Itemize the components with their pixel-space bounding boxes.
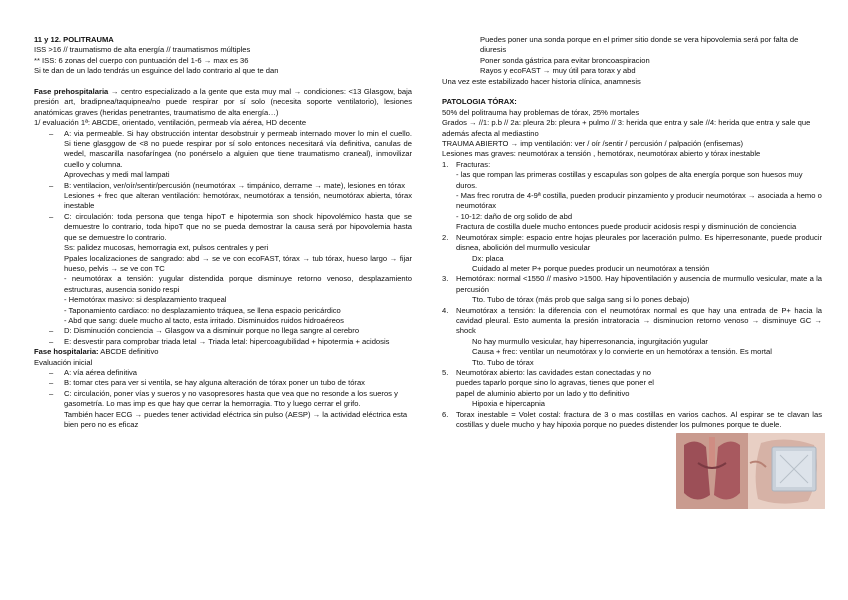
item-c-circulation: – C: circulación: toda persona que tenga hipoT e hipotermia son shock hipovolémico hasta que se demuestre lo contrario, toda hipoT que no se pueda demostrar la causa será por hipovolemia hasta que se demuestre lo contrario. — [34, 212, 412, 243]
list-item-hemotorax: 3. Hemotórax: normal <1550 // masivo >1500. Hay hipoventilación y ausencia de murmullo vesicular, mate a la percusión — [442, 274, 822, 294]
item-c-note-6: - Abd que sang: duele mucho al tacto, esta irritado. Disminuidos ruidos hidroaéreos — [64, 315, 344, 325]
item-d-disability: – D: Disminución conciencia → Glasgow va a disminuir porque no llega sangre al cerebro — [34, 326, 412, 336]
tension-note-2: Causa + frec: ventilar un neumotórax y lo convierte en un hemotórax a tensión. Es mortal — [472, 347, 772, 357]
right-column — [442, 35, 822, 430]
fracturas-note-3: - 10-12: daño de org solido de abd — [456, 211, 573, 221]
list-item-fracturas: 1. Fracturas: — [442, 159, 491, 169]
hospital-item-c-note: También hacer ECG → puedes tener actividad eléctrica sin pulso (AESP) → la actividad eléctrica esta bien pero no es eficaz — [64, 409, 408, 430]
item-c-note-1: Ss: palidez mucosas, hemorragia ext, pulsos centrales y peri — [64, 243, 269, 253]
stabilized-note: Una vez este estabilizado hacer historia clínica, anamnesis — [442, 76, 641, 86]
item-b-breathing: – B: ventilacion, ver/oír/sentir/percusión (neumotórax → timpánico, derrame → mate), lesiones en tórax — [34, 181, 412, 191]
item-c-note-4: - Hemotórax masivo: si desplazamiento traqueal — [64, 295, 227, 305]
item-c-note-2: Ppales localizaciones de sangrado: abd → se ve con ecoFAST, tórax → tub tórax, hueso largo → fijar hueso, pelvis → se ve con TC — [64, 253, 412, 273]
hemotorax-tto: Tto. Tubo de tórax (más prob que salga sang si lo pones debajo) — [472, 295, 690, 305]
neumotorax-simple-note: Cuidado al meter P+ porque puedes producir un neumotórax a tensión — [472, 263, 710, 273]
list-item-neumotorax-abierto: 5. Neumotórax abierto: las cavidades estan conectadas y no puedes taparlo porque sino lo agravas, tienes que poner el papel de aluminio abierto por un lado y tto definitivo — [442, 367, 654, 398]
section-title: PATOLOGIA TÓRAX: — [442, 97, 517, 107]
sonda-note-2: Poner sonda gástrica para evitar broncoaspiracion — [480, 55, 650, 65]
pat-intro-3: TRAUMA ABIERTO → imp ventilación: ver / oír /sentir / percusión / palpación (enfisemas) — [442, 139, 744, 149]
chest-illustration-svg — [676, 433, 825, 509]
open-pneumothorax-illustration — [676, 433, 825, 509]
document-title: 11 y 12. POLITRAUMA — [34, 35, 114, 44]
tension-tto: Tto. Tubo de tórax — [472, 357, 534, 367]
item-c-note-5: - Taponamiento cardiaco: no desplazamiento tráquea, se llena espacio pericárdico — [64, 305, 341, 315]
first-evaluation: 1/ evaluación 1ª: ABCDE, orientado, ventilación, permeab vía aérea, HD decente — [34, 118, 307, 128]
pat-intro-1: 50% del politrauma hay problemas de tórax, 25% mortales — [442, 107, 640, 117]
list-item-neumotorax-simple: 2. Neumotórax simple: espacio entre hojas pleurales por laceración pulmo. Es hiperresonante, puede producir disnea, abolición del murmullo vesicular — [442, 232, 822, 253]
fracturas-note-4: Fractura de costilla duele mucho entonces puede producir acidosis respi y disminución de conciencia — [456, 222, 797, 232]
pat-intro-4: Lesiones mas graves: neumotórax a tensión , hemotórax, neumotórax abierto y tórax inestable — [442, 149, 761, 159]
item-a-airway: – A: via permeable. Si hay obstrucción intentar desobstruir y permeab internado mover lo min el cuello. Si tiene glasggow de <8 no puede respirar por sí solo entonces necesitará vía definitiva, canulas de wedel, mascarilla nasofaríngea (no ponérselo a alguien que tiene traumatismo craneal), inmovilizar cuello y columna. — [34, 129, 412, 171]
prehospital-heading: Fase prehospitalaria — [34, 87, 109, 97]
list-item-neumotorax-tension: 4. Neumotórax a tensión: la diferencia con el neumotórax normal es que hay una entrada de P+ hacia la cavidad pleural. Esto aumenta la presión intratoracia → disminucion retorno venoso → disminuye GC → shock — [442, 305, 822, 336]
hospital-item-c: – C: circulación, poner vías y sueros y no vasopresores hasta que vea que no resonde a los sueros y gasometría. Lo mas imp es que hay que cerrar la hemorragia. Tto y luego cerrar el grifo. — [34, 389, 412, 410]
item-c-note-3: - neumotórax a tensión: yugular distendida porque disminuye retorno venoso, desplazamiento estructuras, ausencia sonido respi — [64, 274, 412, 294]
abierto-note: Hipoxia e hipercapnia — [472, 399, 546, 409]
sonda-note-3: Rayos y ecoFAST → muy útil para torax y abd — [480, 66, 636, 76]
item-a-note: Aprovechas y medi mal lampati — [64, 170, 170, 180]
pat-intro-2: Grados → //1: p.b // 2a: pleura 2b: pleura + pulmo // 3: herida que entra y sale //4: herida que entra y sale que además afecta al mediastino — [442, 118, 811, 138]
sonda-note-1: Puedes poner una sonda porque en el primer sitio donde se vera hipovolemia será por falta de diuresis — [480, 35, 799, 55]
list-item-torax-inestable: 6. Torax inestable = Volet costal: fractura de 3 o mas costillas en varios cachos. Al espirar se te clavan las costillas y duele mucho y hay hipoxia porque no puedes distender los pulmones porque te duele. — [442, 409, 822, 430]
hospital-heading: Fase hospitalaria: — [34, 347, 99, 357]
initial-evaluation: Evaluación inicial — [34, 357, 93, 367]
neumotorax-simple-dx: Dx: placa — [472, 253, 504, 263]
hospital-item-b: – B: tomar ctes para ver si ventila, se hay alguna alteración de tórax poner un tubo de tórax — [34, 378, 412, 388]
item-e-exposure: – E: desvestir para comprobar triada letal → Triada letal: hipercoagubilidad + hipotermia + acidosis — [34, 337, 412, 347]
intro-line-3: Si te dan de un lado tendrás un esguince del lado contrario al que te dan — [34, 66, 279, 76]
hospital-item-a: – A: vía aérea definitiva — [34, 368, 412, 378]
hospital-phase: Fase hospitalaria: ABCDE definitivo — [34, 347, 159, 357]
fracturas-note-2: - Mas frec rorutra de 4-9ª costilla, pueden producir pinzamiento y producir neumotórax → asociada a hemo o neumotórax — [456, 191, 822, 211]
left-column — [34, 35, 412, 430]
tension-note-1: No hay murmullo vesicular, hay hiperresonancia, ingurgitación yugular — [472, 336, 708, 346]
intro-line-1: ISS >16 // traumatismo de alta energía // traumatismos múltiples — [34, 45, 251, 55]
intro-line-2: ** ISS: 6 zonas del cuerpo con puntuación del 1-6 → max es 36 — [34, 55, 249, 65]
item-b-note: Lesiones + frec que alteran ventilación: hemotórax, neumotórax a tensión, neumotórax abierta, tórax inestable — [64, 191, 412, 211]
fracturas-note-1: - las que rompan las primeras costillas y escapulas son golpes de alta energía porque son huesos muy duros. — [456, 170, 803, 190]
prehospital-paragraph: Fase prehospitalaria → centro especializado a la gente que esta muy mal → condiciones: <13 Glasgow, baja presión art, bradipnea/taquipnea/no puede respirar por sí solo (necesita soporte ventilatorio), lesiones anatómicas graves (heridas penetrantes, traumatismo de alta energía…) — [34, 87, 412, 117]
